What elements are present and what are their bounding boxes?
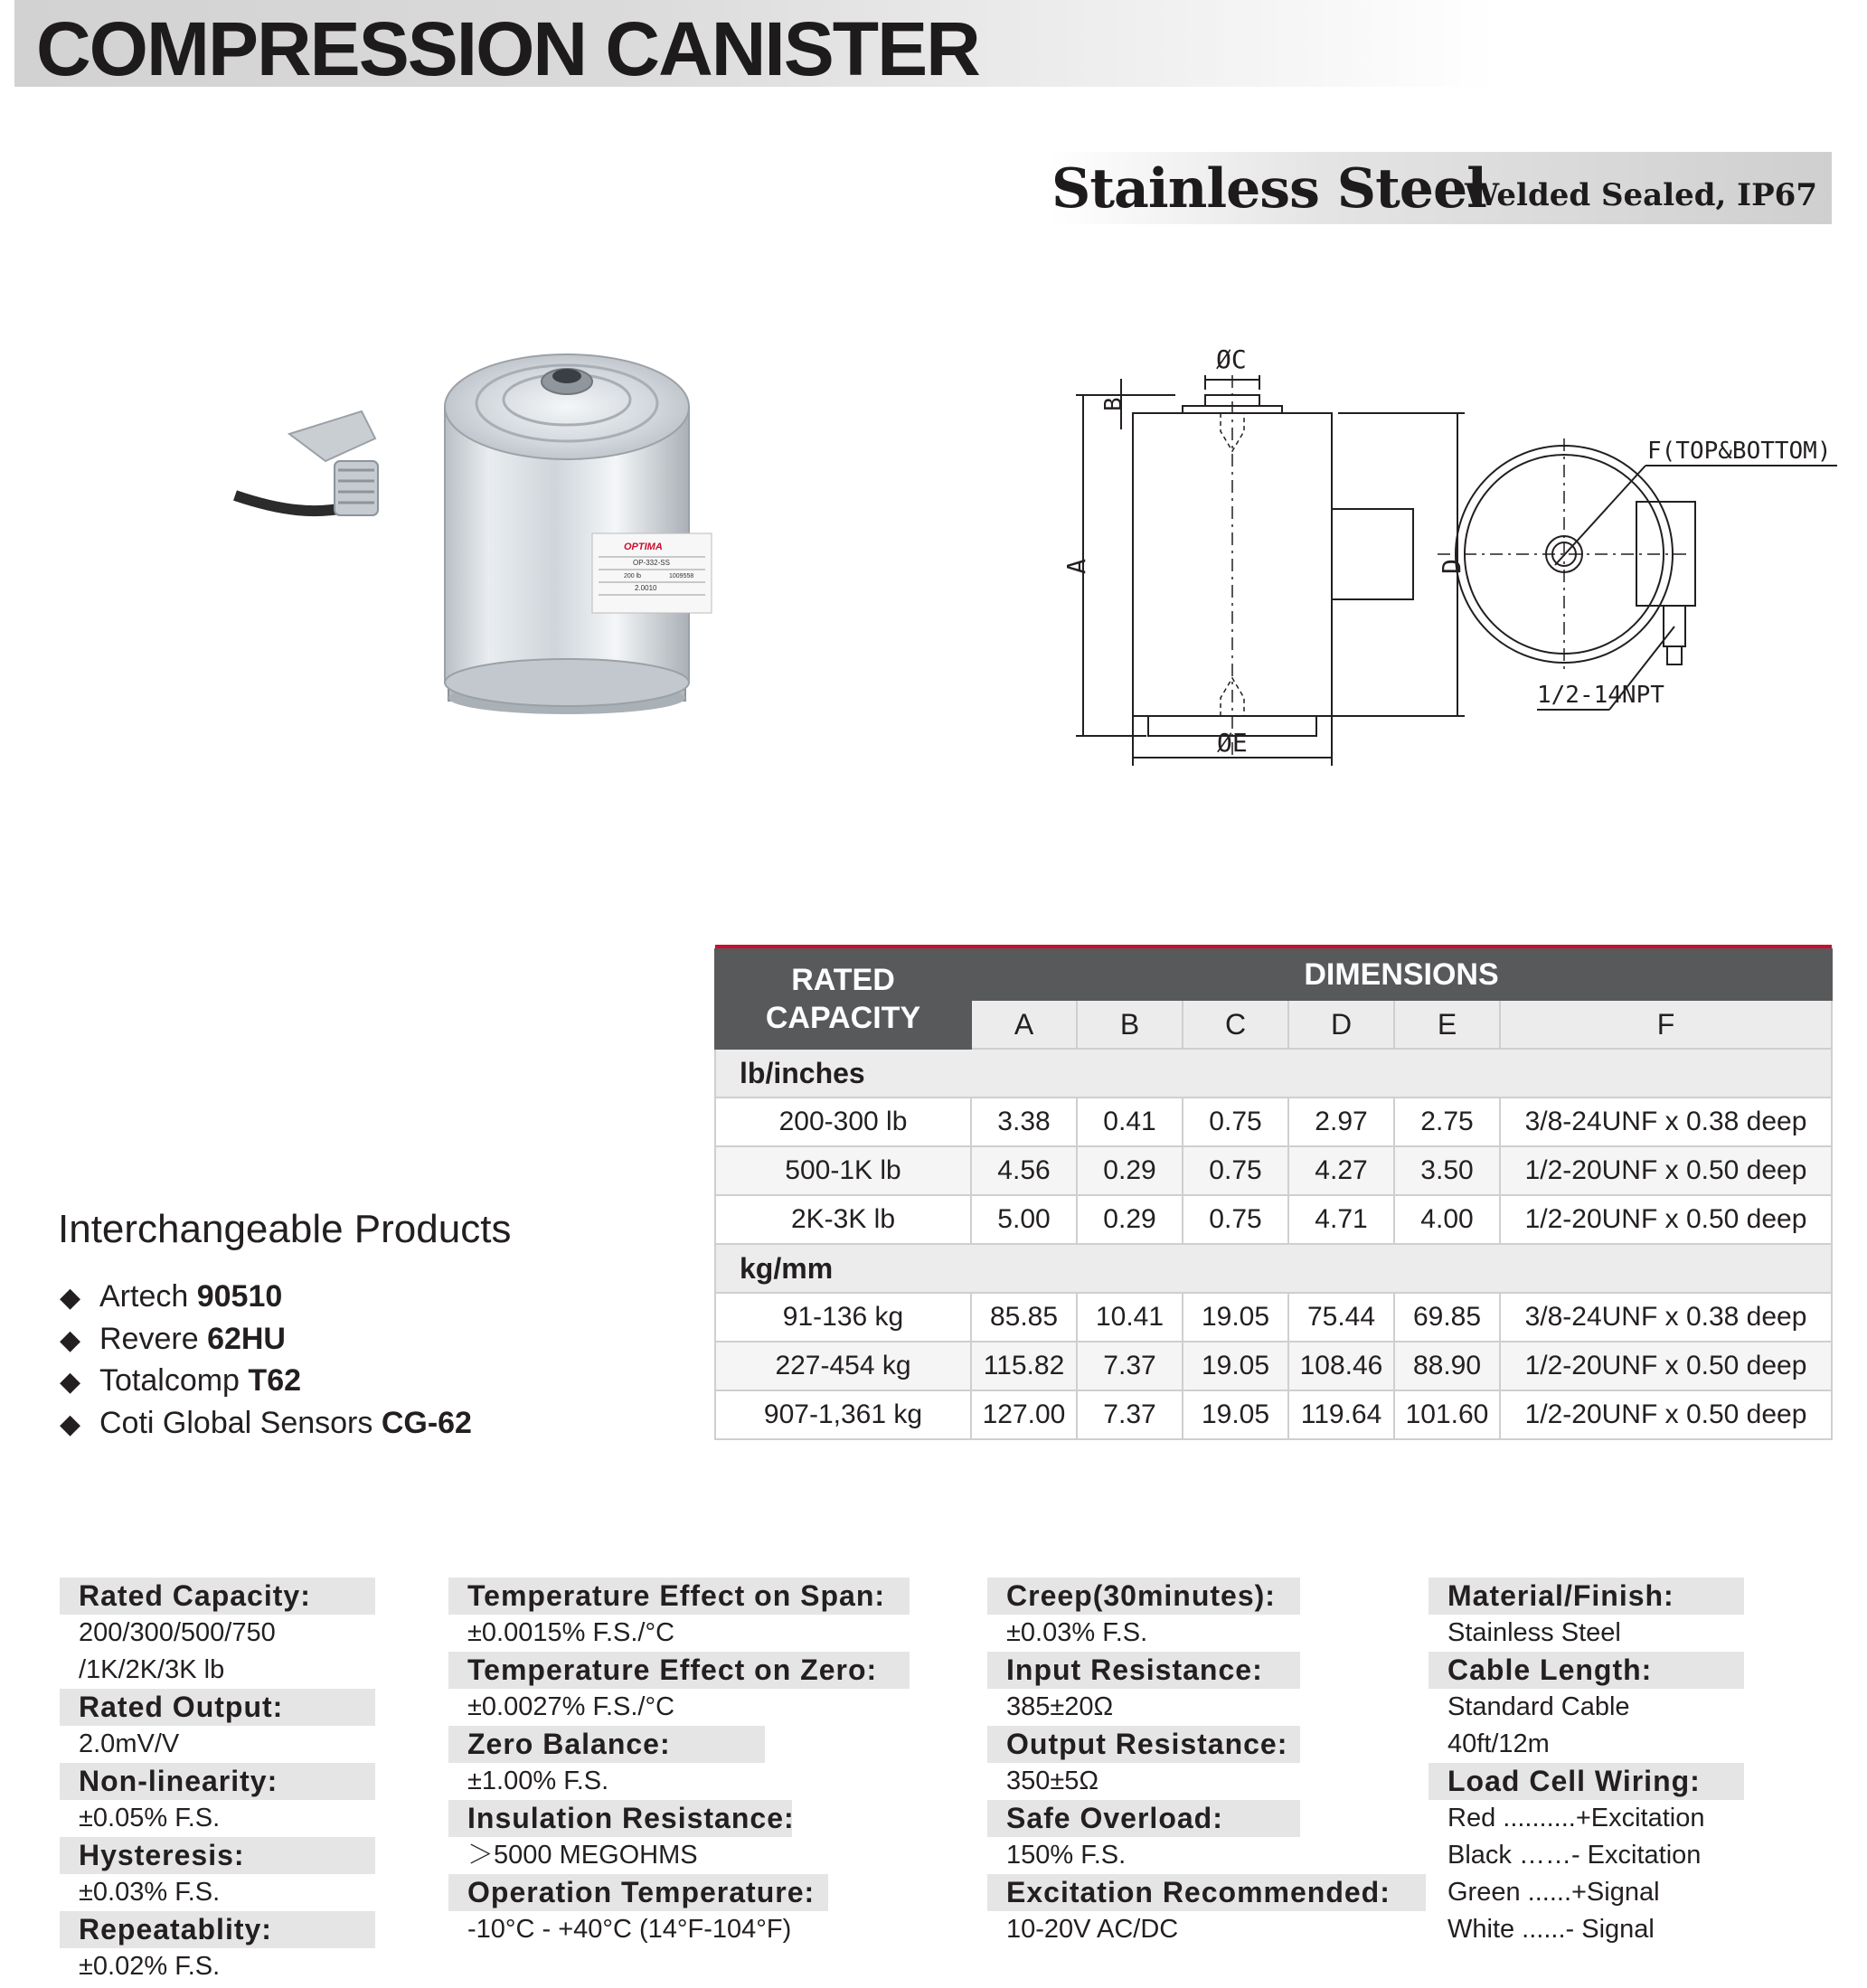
unit-row (715, 1244, 1832, 1293)
table-row (715, 1098, 1832, 1146)
dimension-cell: 19.05 (1183, 1390, 1288, 1439)
spec-column-4 (1429, 1578, 1744, 1948)
spec-value: ±0.03% F.S. (79, 1878, 221, 1907)
spec-value: 350±5Ω (1006, 1767, 1099, 1795)
dimension-cell: 101.60 (1394, 1390, 1500, 1439)
capacity-cell: 2K-3K lb (715, 1195, 971, 1244)
item-model: CG-62 (381, 1405, 472, 1440)
dimension-cell: 1/2-20UNF x 0.50 deep (1500, 1195, 1832, 1244)
dimension-cell: 4.27 (1288, 1146, 1394, 1195)
table-row (715, 1146, 1832, 1195)
dimension-cell: 4.71 (1288, 1195, 1394, 1244)
dimension-cell: 127.00 (971, 1390, 1077, 1439)
spec-label: Hysteresis: (60, 1837, 375, 1874)
spec-label: Temperature Effect on Zero: (448, 1652, 910, 1689)
spec-value: Red ..........+Excitation (1447, 1804, 1705, 1833)
table-row (715, 1195, 1832, 1244)
spec-label: Operation Temperature: (448, 1874, 828, 1911)
dimension-cell: 0.29 (1077, 1146, 1183, 1195)
diamond-bullet-icon: ◆ (60, 1367, 81, 1397)
dimension-cell: 88.90 (1394, 1342, 1500, 1390)
dimension-cell: 108.46 (1288, 1342, 1394, 1390)
unit-label: lb/inches (715, 1049, 1832, 1098)
spec-label: Output Resistance: (987, 1726, 1300, 1763)
spec-value: ±0.05% F.S. (79, 1804, 221, 1833)
table-row (715, 1293, 1832, 1342)
spec-value: ±1.00% F.S. (467, 1767, 609, 1795)
dim-label-npt: 1/2-14NPT (1537, 682, 1664, 709)
dimensions-header: DIMENSIONS (971, 949, 1832, 1000)
spec-label: Load Cell Wiring: (1429, 1763, 1744, 1800)
spec-value: 200/300/500/750 (79, 1618, 276, 1647)
photo-label-sn: 1009558 (669, 573, 694, 579)
dim-label-b: B (1100, 397, 1127, 411)
dimension-cell: 5.00 (971, 1195, 1077, 1244)
table-body (715, 1049, 1832, 1439)
photo-label-output: 2.0010 (635, 584, 657, 592)
diamond-bullet-icon: ◆ (60, 1324, 81, 1355)
table-row (715, 1342, 1832, 1390)
dimension-cell: 3.38 (971, 1098, 1077, 1146)
dimension-cell: 19.05 (1183, 1342, 1288, 1390)
interchangeable-title: Interchangeable Products (58, 1207, 512, 1251)
dimension-cell: 0.75 (1183, 1195, 1288, 1244)
spec-value: ±0.03% F.S. (1006, 1618, 1148, 1647)
item-brand: Coti Global Sensors (99, 1405, 373, 1440)
capacity-cell: 91-136 kg (715, 1293, 971, 1342)
dimension-cell: 85.85 (971, 1293, 1077, 1342)
dim-label-e: ØE (1217, 728, 1248, 758)
diamond-bullet-icon: ◆ (60, 1409, 81, 1439)
diamond-bullet-icon: ◆ (60, 1283, 81, 1313)
spec-column-3 (987, 1578, 1426, 1948)
dimension-cell: 3/8-24UNF x 0.38 deep (1500, 1098, 1832, 1146)
spec-label: Repeatablity: (60, 1911, 375, 1948)
spec-value: ＞5000 MEGOHMS (467, 1841, 698, 1870)
dimension-cell: 3.50 (1394, 1146, 1500, 1195)
product-photo (226, 325, 732, 723)
dimension-cell: 2.97 (1288, 1098, 1394, 1146)
spec-label: Zero Balance: (448, 1726, 765, 1763)
capacity-cell: 200-300 lb (715, 1098, 971, 1146)
list-item (60, 1403, 472, 1446)
photo-label-model: OP-332-SS (633, 559, 670, 567)
spec-value: Standard Cable (1447, 1692, 1630, 1721)
spec-value: ±0.0015% F.S./°C (467, 1618, 675, 1647)
spec-value: 40ft/12m (1447, 1729, 1550, 1758)
dimension-cell: 0.41 (1077, 1098, 1183, 1146)
interchangeable-list (60, 1277, 472, 1445)
dimension-cell: 3/8-24UNF x 0.38 deep (1500, 1293, 1832, 1342)
spec-label: Temperature Effect on Span: (448, 1578, 910, 1615)
column-header: A (971, 1000, 1077, 1049)
spec-value: Stainless Steel (1447, 1618, 1621, 1647)
item-brand: Artech (99, 1279, 189, 1314)
dimension-cell: 19.05 (1183, 1293, 1288, 1342)
column-header: C (1183, 1000, 1288, 1049)
spec-column-1 (60, 1578, 375, 1985)
capacity-cell: 500-1K lb (715, 1146, 971, 1195)
rated-capacity-header: RATED CAPACITY (715, 949, 971, 1049)
dimensions-table (714, 945, 1833, 1440)
spec-label: Creep(30minutes): (987, 1578, 1300, 1615)
sealing-rating: Welded Sealed, IP67 (1465, 177, 1817, 213)
spec-value: Black ……- Excitation (1447, 1841, 1702, 1870)
spec-label: Insulation Resistance: (448, 1800, 792, 1837)
dimension-cell: 0.75 (1183, 1146, 1288, 1195)
dim-label-f: F(TOP&BOTTOM) (1647, 438, 1832, 465)
page-title: COMPRESSION CANISTER (36, 6, 979, 91)
spec-label: Safe Overload: (987, 1800, 1300, 1837)
material-heading: Stainless Steel (1051, 157, 1486, 221)
spec-value: ±0.02% F.S. (79, 1952, 221, 1981)
capacity-cell: 227-454 kg (715, 1342, 971, 1390)
dim-label-c: ØC (1216, 344, 1247, 374)
photo-label-capacity: 200 lb (624, 573, 642, 579)
spec-label: Non-linearity: (60, 1763, 375, 1800)
photo-label-brand: OPTIMA (624, 542, 663, 552)
spec-value: Green ......+Signal (1447, 1878, 1660, 1907)
unit-row (715, 1049, 1832, 1098)
dimension-cell: 1/2-20UNF x 0.50 deep (1500, 1342, 1832, 1390)
dimension-cell: 115.82 (971, 1342, 1077, 1390)
spec-value: 10-20V AC/DC (1006, 1915, 1179, 1944)
dimension-cell: 1/2-20UNF x 0.50 deep (1500, 1390, 1832, 1439)
spec-label: Rated Output: (60, 1689, 375, 1726)
spec-value: 385±20Ω (1006, 1692, 1114, 1721)
dimension-cell: 0.75 (1183, 1098, 1288, 1146)
dimension-cell: 1/2-20UNF x 0.50 deep (1500, 1146, 1832, 1195)
spec-value: 2.0mV/V (79, 1729, 180, 1758)
list-item (60, 1361, 472, 1403)
dim-label-d: D (1437, 559, 1466, 574)
dimension-cell: 7.37 (1077, 1390, 1183, 1439)
spec-value: White ......- Signal (1447, 1915, 1655, 1944)
item-model: T62 (248, 1363, 302, 1398)
dimension-cell: 0.29 (1077, 1195, 1183, 1244)
list-item (60, 1277, 472, 1319)
unit-label: kg/mm (715, 1244, 1832, 1293)
spec-label: Material/Finish: (1429, 1578, 1744, 1615)
list-item (60, 1319, 472, 1361)
spec-label: Input Resistance: (987, 1652, 1300, 1689)
dimension-cell: 69.85 (1394, 1293, 1500, 1342)
item-model: 90510 (196, 1279, 283, 1314)
table-row (715, 1390, 1832, 1439)
column-header: F (1500, 1000, 1832, 1049)
column-header: D (1288, 1000, 1394, 1049)
dimension-cell: 10.41 (1077, 1293, 1183, 1342)
spec-value: ±0.0027% F.S./°C (467, 1692, 675, 1721)
spec-value: -10°C - +40°C (14°F-104°F) (467, 1915, 792, 1944)
dimension-drawing (1049, 339, 1844, 773)
spec-label: Rated Capacity: (60, 1578, 375, 1615)
spec-value: /1K/2K/3K lb (79, 1655, 225, 1684)
item-brand: Revere (99, 1321, 199, 1356)
dimension-cell: 7.37 (1077, 1342, 1183, 1390)
item-model: 62HU (207, 1321, 286, 1356)
spec-value: 150% F.S. (1006, 1841, 1127, 1870)
dimension-cell: 75.44 (1288, 1293, 1394, 1342)
spec-column-2 (448, 1578, 910, 1948)
column-header: B (1077, 1000, 1183, 1049)
spec-label: Excitation Recommended: (987, 1874, 1426, 1911)
capacity-cell: 907-1,361 kg (715, 1390, 971, 1439)
dimension-cell: 2.75 (1394, 1098, 1500, 1146)
column-header: E (1394, 1000, 1500, 1049)
spec-label: Cable Length: (1429, 1652, 1744, 1689)
dimension-cell: 119.64 (1288, 1390, 1394, 1439)
item-brand: Totalcomp (99, 1363, 240, 1398)
dimension-cell: 4.56 (971, 1146, 1077, 1195)
dimension-cell: 4.00 (1394, 1195, 1500, 1244)
dim-label-a: A (1061, 559, 1091, 574)
